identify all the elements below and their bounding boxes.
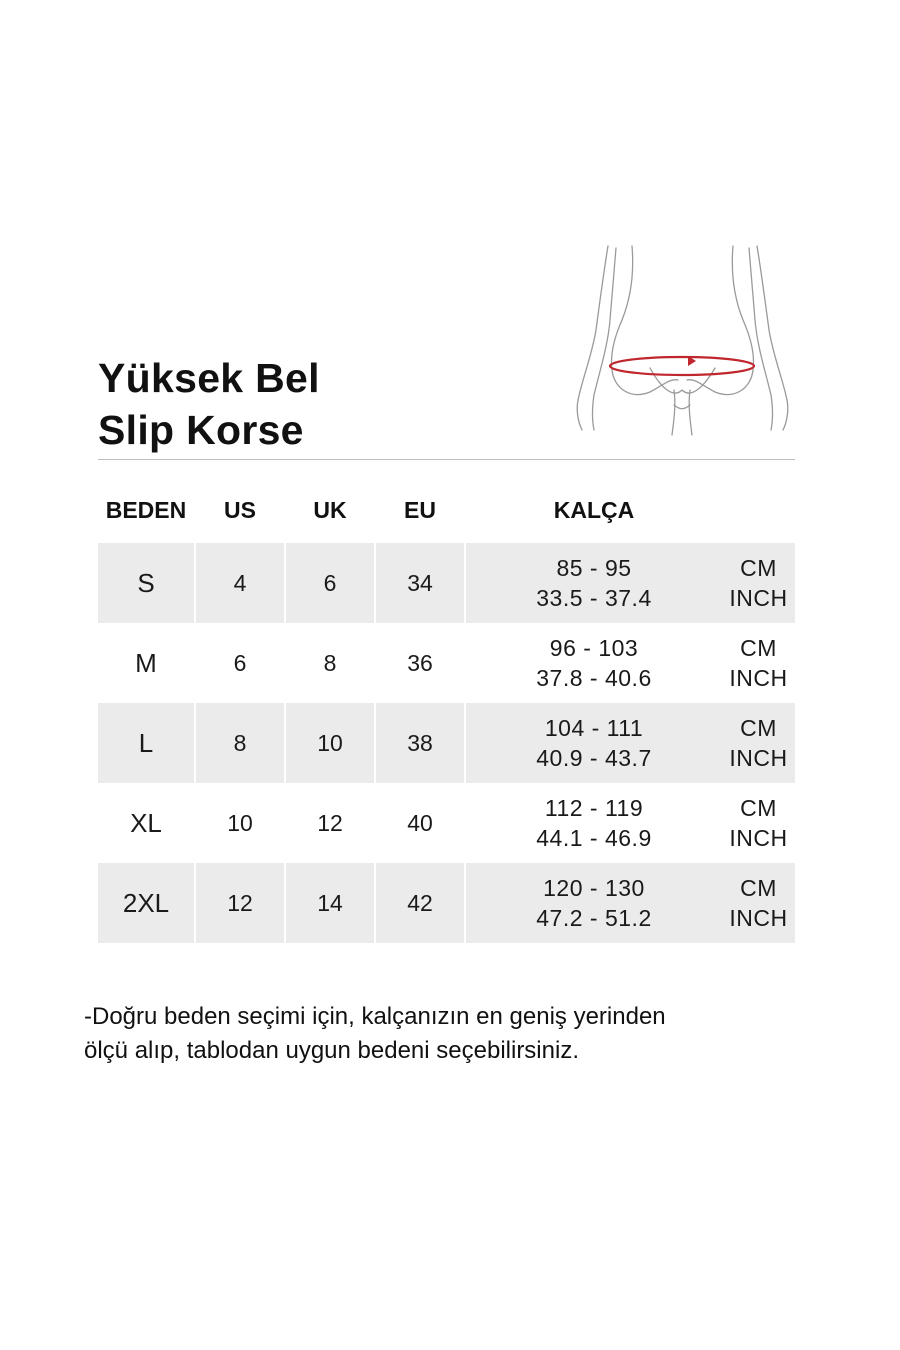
cell-us: 4 [196,543,284,623]
header-us: US [224,497,256,523]
cell-unit [722,623,795,703]
table-row [98,703,795,783]
cell-kalca [466,783,722,863]
cell-kalca [466,623,722,703]
kalca-cm-value: 112 - 119 [544,795,644,821]
cell-uk: 12 [317,809,343,836]
header-beden: BEDEN [105,497,187,523]
page-title [98,352,320,456]
unit-inch: INCH [729,665,788,691]
cell-us: 12 [196,863,284,943]
unit-cm: CM [740,795,777,821]
cell-us: 8 [196,703,284,783]
table-row [98,863,795,943]
cell-beden: 2XL [98,863,194,943]
kalca-inch-value: 47.2 - 51.2 [536,905,652,931]
cell-beden: M [135,647,157,678]
cell-unit [722,543,795,623]
kalca-cm-value: 104 - 111 [544,715,644,741]
cell-unit [722,703,795,783]
note-line-2: ölçü alıp, tablodan uygun bedeni seçebilirsiniz. [84,1037,579,1064]
unit-inch: INCH [729,745,788,771]
cell-beden: XL [130,807,162,838]
cell-beden: S [98,543,194,623]
title-line-1: Yüksek Bel [98,355,320,401]
kalca-cm-value: 85 - 95 [556,555,632,581]
title-divider [98,459,795,460]
kalca-cm-value: 120 - 130 [543,875,645,901]
cell-eu: 34 [376,543,464,623]
cell-eu: 40 [407,809,433,836]
unit-inch: INCH [729,905,788,931]
header-kalca: KALÇA [553,497,635,523]
size-table [98,543,795,943]
table-row [98,543,795,623]
unit-cm: CM [740,875,777,901]
cell-eu: 42 [376,863,464,943]
cell-unit [722,783,795,863]
unit-cm: CM [740,555,777,581]
kalca-cm-value: 96 - 103 [549,635,639,661]
unit-cm: CM [740,635,777,661]
cell-uk: 6 [286,543,374,623]
unit-inch: INCH [729,585,788,611]
cell-uk: 14 [286,863,374,943]
cell-kalca [466,543,722,623]
size-note [84,1000,844,1068]
kalca-inch-value: 33.5 - 37.4 [536,585,652,611]
title-line-2: Slip Korse [98,407,304,453]
cell-beden: L [98,703,194,783]
cell-us: 10 [227,809,253,836]
cell-kalca [466,863,722,943]
header-eu: EU [404,497,436,523]
kalca-inch-value: 37.8 - 40.6 [536,665,652,691]
cell-unit [722,863,795,943]
cell-eu: 38 [376,703,464,783]
table-row [98,783,795,863]
table-header [98,490,795,530]
cell-kalca [466,703,722,783]
kalca-inch-value: 40.9 - 43.7 [536,745,652,771]
table-row [98,623,795,703]
header-uk: UK [313,497,347,523]
cell-uk: 8 [323,649,337,676]
cell-uk: 10 [286,703,374,783]
hip-measurement-figure-icon [570,240,795,440]
note-line-1: -Doğru beden seçimi için, kalçanızın en geniş yerinden [84,1003,666,1030]
cell-us: 6 [233,649,247,676]
unit-inch: INCH [729,825,788,851]
unit-cm: CM [740,715,777,741]
cell-eu: 36 [407,649,433,676]
kalca-inch-value: 44.1 - 46.9 [536,825,652,851]
